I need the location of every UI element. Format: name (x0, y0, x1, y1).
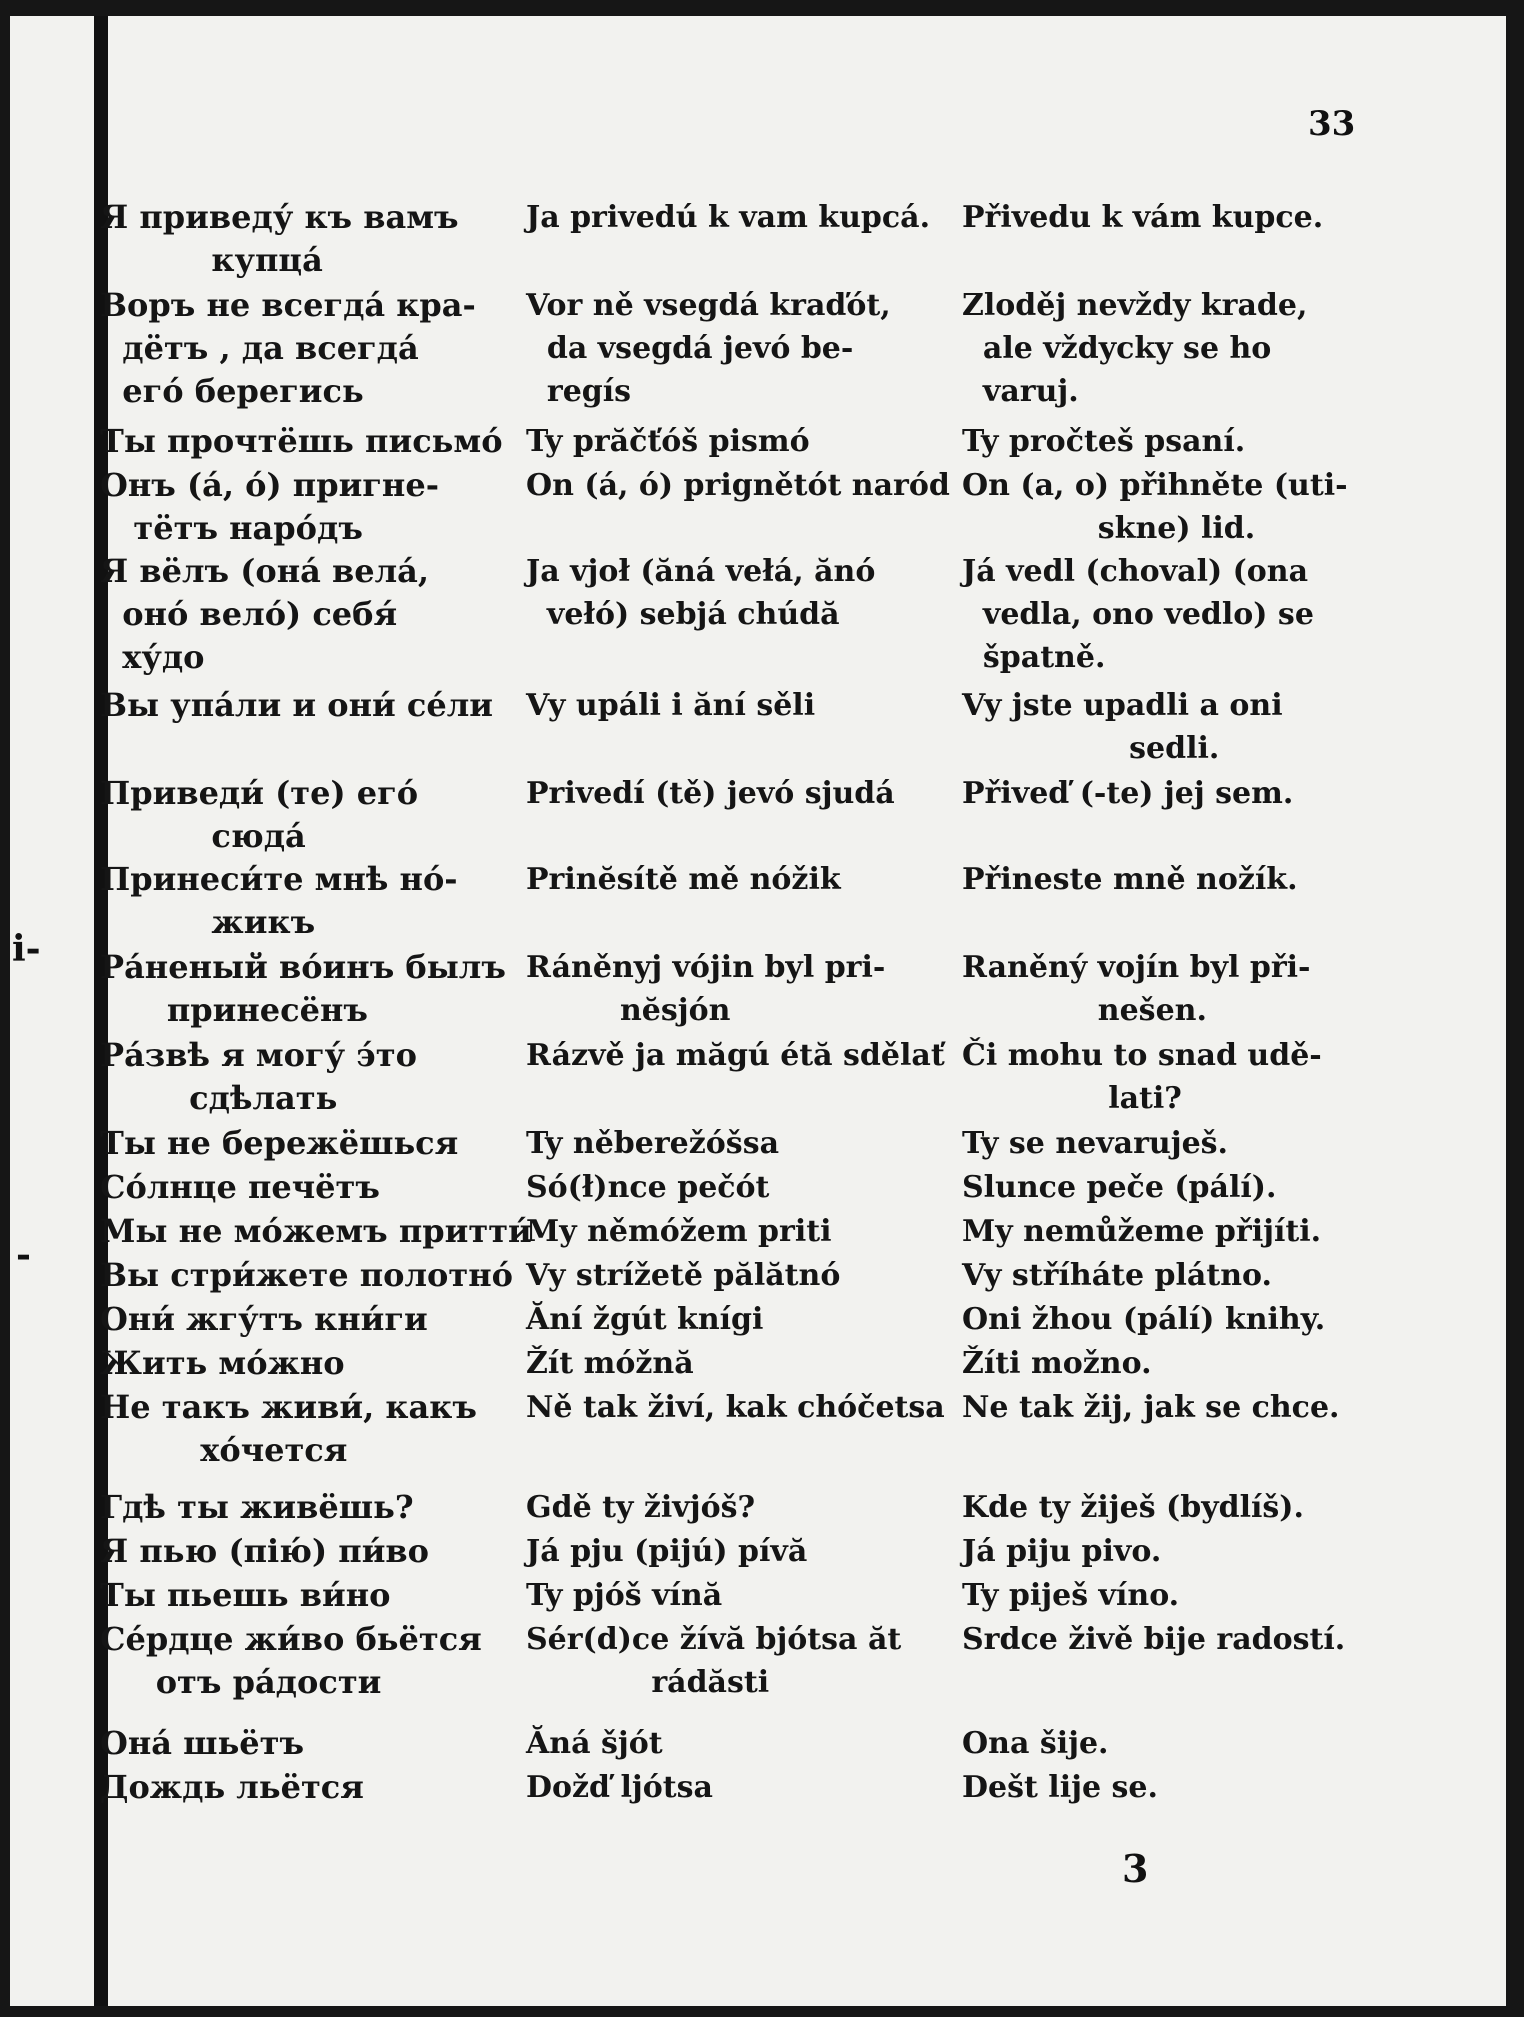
russian-text: Она́ шьётъ (100, 1724, 305, 1762)
transliteration-text: Ăní žgút knígi (526, 1302, 764, 1337)
czech-text: Ona šije. (962, 1726, 1109, 1761)
russian-text: Ты пьешь ви́но (100, 1576, 391, 1614)
transliteration-text: Dožď ljótsa (526, 1770, 713, 1805)
czech-text: On (a, o) přihněte (uti- skne) lid. (962, 468, 1348, 546)
czech-text: Vy stříháte plátno. (962, 1258, 1272, 1293)
transliteration-text: Ty prăčťóš pismó (526, 424, 810, 459)
transliteration-text: Só(ł)nce pečót (526, 1170, 770, 1205)
transliteration-text: Ty pjóš vínă (526, 1578, 723, 1613)
russian-text: Вы упа́ли и они́ се́ли (100, 686, 493, 724)
czech-text: Přineste mně nožík. (962, 862, 1298, 897)
czech-text: My nemůžeme přijíti. (962, 1214, 1322, 1249)
left-page-edge (10, 16, 94, 2006)
czech-text: Raněný vojín byl při- nešen. (962, 950, 1311, 1028)
czech-text: Ne tak žij, jak se chce. (962, 1390, 1340, 1425)
transliteration-text: Prinĕsítě mě nóžik (526, 862, 841, 897)
czech-text: Přiveď (-te) jej sem. (962, 776, 1294, 811)
left-page-fragment: i- (12, 928, 41, 970)
russian-text: Ты не бережёшься (100, 1124, 459, 1162)
transliteration-text: Ně tak živí, kak chóčetsa (526, 1390, 945, 1425)
transliteration-text: Gdě ty živjóš? (526, 1490, 756, 1525)
page-number: 33 (1308, 104, 1356, 144)
transliteration-text: My němóžem priti (526, 1214, 832, 1249)
transliteration-text: Vor ně vsegdá kraďót, da vsegdá jevó be- regís (526, 288, 891, 409)
russian-text: Гдѣ ты живёшь? (100, 1488, 414, 1526)
transliteration-text: Vy upáli i ăní sěli (526, 688, 816, 723)
russian-text: Со́лнце печётъ (100, 1168, 380, 1206)
russian-text: Я пью (пію́) пи́во (100, 1532, 429, 1570)
russian-text: Приведи́ (те) его́ сюда́ (100, 774, 419, 855)
transliteration-text: Žít móžnă (526, 1346, 694, 1381)
russian-text: Жить мо́жно (100, 1344, 345, 1382)
czech-text: Žíti možno. (962, 1346, 1152, 1381)
transliteration-text: Ty něberežóšsa (526, 1126, 780, 1161)
russian-text: Я вёлъ (она́ вела́, оно́ вело́) себя́ ху́до (100, 552, 430, 676)
transliteration-text: Privedí (tě) jevó sjudá (526, 776, 895, 811)
transliteration-text: Ráněnyj vójin byl pri- nĕsjón (526, 950, 886, 1028)
russian-text: Дождь льётся (100, 1768, 364, 1806)
russian-text: Воръ не всегда́ кра- дётъ , да всегда́ его́ берегись (100, 286, 476, 410)
czech-text: Přivedu k vám kupce. (962, 200, 1324, 235)
russian-text: Ты прочтёшь письмо́ (100, 422, 503, 460)
transliteration-text: Sér(d)ce žívă bjótsa ăt rádăsti (526, 1622, 902, 1700)
left-page-fragment: - (16, 1234, 31, 1276)
transliteration-text: Ja vjoł (ăná vełá, ănó vełó) sebjá chúdă (526, 554, 876, 632)
russian-text: Онъ (а́, о́) пригне- тётъ наро́дъ (100, 466, 439, 547)
signature-mark: 3 (1122, 1846, 1149, 1891)
transliteration-text: On (á, ó) prignětót naród (526, 468, 950, 503)
transliteration-text: Ja privedú k vam kupcá. (526, 200, 931, 235)
russian-text: Они́ жгу́тъ кни́ги (100, 1300, 428, 1338)
czech-text: Já vedl (choval) (ona vedla, ono vedlo) se špatně. (962, 554, 1314, 675)
transliteration-text: Ăná šjót (526, 1726, 663, 1761)
czech-text: Zloděj nevždy krade, ale vždycky se ho varuj. (962, 288, 1308, 409)
czech-text: Vy jste upadli a oni sedli. (962, 688, 1283, 766)
czech-text: Srdce živě bije radostí. (962, 1622, 1346, 1657)
czech-text: Či mohu to snad udě- lati? (962, 1038, 1322, 1116)
russian-text: Ра́неный во́инъ былъ принесёнъ (100, 948, 506, 1029)
russian-text: Принеси́те мнѣ но́- жикъ (100, 860, 458, 941)
transliteration-text: Já pju (pijú) pívă (526, 1534, 808, 1569)
russian-text: Не такъ живи́, какъ хо́чется (100, 1388, 477, 1469)
book-page (10, 16, 1506, 2006)
transliteration-text: Vy strížetě pălătnó (526, 1258, 841, 1293)
czech-text: Ty se nevaruješ. (962, 1126, 1228, 1161)
russian-text: Се́рдце жи́во бьётся отъ ра́дости (100, 1620, 482, 1701)
czech-text: Oni žhou (pálí) knihy. (962, 1302, 1326, 1337)
russian-text: Ра́звѣ я могу́ э́то сдѣлать (100, 1036, 417, 1117)
czech-text: Já piju pivo. (962, 1534, 1162, 1569)
czech-text: Dešt lije se. (962, 1770, 1158, 1805)
czech-text: Ty pročteš psaní. (962, 424, 1246, 459)
czech-text: Slunce peče (pálí). (962, 1170, 1277, 1205)
russian-text: Вы стри́жете полотно́ (100, 1256, 513, 1294)
czech-text: Ty piješ víno. (962, 1578, 1180, 1613)
russian-text: Мы не мо́жемъ притти́ (100, 1212, 532, 1250)
transliteration-text: Rázvě ja măgú étă sdělať (526, 1038, 945, 1073)
russian-text: Я приведу́ къ вамъ купца́ (100, 198, 459, 279)
czech-text: Kde ty žiješ (bydlíš). (962, 1490, 1304, 1525)
